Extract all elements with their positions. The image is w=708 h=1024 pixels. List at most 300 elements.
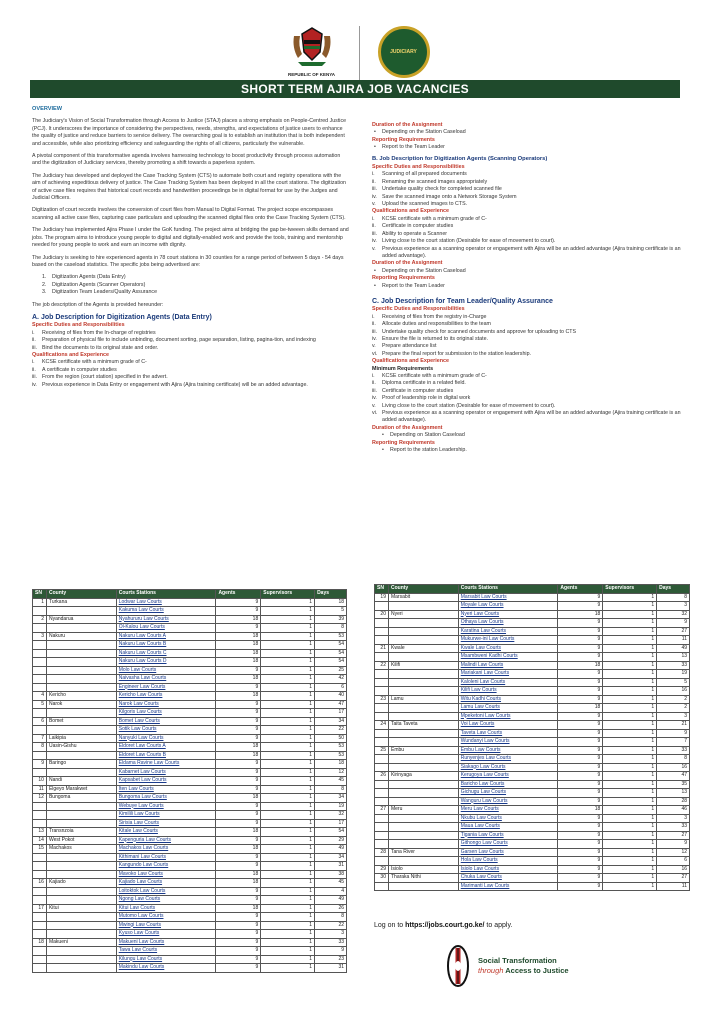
agents-cell: 9 <box>558 602 603 611</box>
county-cell: Bomet <box>46 717 116 726</box>
agents-cell: 9 <box>558 755 603 764</box>
table-row <box>33 887 347 896</box>
sn-cell: 14 <box>33 836 47 845</box>
agents-cell: 18 <box>216 649 261 658</box>
table-header-row <box>375 585 690 594</box>
section-b-heading: B. Job Description for Digitization Agents (Scanning Operators) <box>372 155 548 162</box>
agents-cell: 9 <box>216 853 261 862</box>
c-duties-list <box>372 314 690 358</box>
days-cell: 54 <box>315 658 347 667</box>
table-row <box>375 797 690 806</box>
table-row <box>33 921 347 930</box>
supervisors-cell: 1 <box>603 882 657 891</box>
agents-cell: 18 <box>216 692 261 701</box>
court-station-cell: Lodwar Law Courts <box>116 598 216 607</box>
agents-cell: 9 <box>216 624 261 633</box>
sn-cell <box>33 819 47 828</box>
court-station-cell: Bomet Law Courts <box>116 717 216 726</box>
county-cell <box>46 819 116 828</box>
supervisors-cell: 1 <box>261 666 315 675</box>
overview-paragraph-2: A pivotal component of this transformative agenda involves harnessing technology to boost productivity through process automation and the digitization of Judiciary services, thereby promoting a shift towards a paperless system. <box>32 153 341 167</box>
sn-cell <box>375 882 389 891</box>
supervisors-cell: 1 <box>603 848 657 857</box>
court-station-cell: Wanguru Law Courts <box>458 797 558 806</box>
agents-cell: 9 <box>558 712 603 721</box>
table-row <box>375 712 690 721</box>
days-cell: 6 <box>315 683 347 692</box>
sn-cell <box>33 921 47 930</box>
days-cell: 34 <box>315 853 347 862</box>
reporting-list <box>372 283 690 290</box>
county-cell <box>46 649 116 658</box>
court-station-cell: Eldoret Law Courts A <box>116 743 216 752</box>
supervisors-cell: 1 <box>603 687 657 696</box>
agents-cell: 9 <box>216 930 261 939</box>
table-row <box>33 751 347 760</box>
court-station-cell: Maua Law Courts <box>458 823 558 832</box>
days-cell: 35 <box>657 780 690 789</box>
agents-cell: 18 <box>216 879 261 888</box>
county-cell <box>388 814 458 823</box>
days-cell: 17 <box>315 709 347 718</box>
court-station-cell: Loitoktok Law Courts <box>116 887 216 896</box>
section-a-heading: A. Job Description for Digitization Agents (Data Entry) <box>32 313 212 321</box>
court-station-cell: Kyuso Law Courts <box>116 930 216 939</box>
court-station-cell: Naivasha Law Courts <box>116 675 216 684</box>
days-cell: 40 <box>315 692 347 701</box>
col-header: Courts Stations <box>458 585 558 594</box>
qualification-item: vi. Previous experience as a scanning operator or engagement with Ajira will be an added advantage (Ajira training certificate is an added advantage). <box>372 410 690 425</box>
sn-cell <box>33 607 47 616</box>
court-station-cell: Mukurwe-ini Law Courts <box>458 636 558 645</box>
court-station-cell: Kerugoya Law Courts <box>458 772 558 781</box>
supervisors-cell: 1 <box>261 921 315 930</box>
agents-cell: 18 <box>216 743 261 752</box>
col-header: Supervisors <box>261 590 315 599</box>
days-cell: 49 <box>315 845 347 854</box>
supervisors-cell: 1 <box>603 619 657 628</box>
agents-cell: 9 <box>558 619 603 628</box>
supervisors-cell: 1 <box>603 644 657 653</box>
days-cell: 5 <box>657 678 690 687</box>
agents-cell: 9 <box>558 823 603 832</box>
table-row <box>375 644 690 653</box>
days-cell: 45 <box>315 879 347 888</box>
supervisors-cell: 1 <box>261 845 315 854</box>
duty-item: iii. Undertake quality check for scanned documents and approve for uploading to CTS <box>372 329 690 336</box>
header-divider <box>359 26 360 82</box>
days-cell: 9 <box>315 947 347 956</box>
duty-item: iii. Undertake quality check for completed scanned file <box>372 186 690 193</box>
supervisors-cell: 1 <box>261 743 315 752</box>
duty-item: iv. Save the scanned image onto a Network Storage System <box>372 194 690 201</box>
court-station-cell: Voi Law Courts <box>458 721 558 730</box>
agents-cell: 9 <box>216 717 261 726</box>
county-cell: Baringo <box>46 760 116 769</box>
supervisors-cell: 1 <box>261 862 315 871</box>
table-row <box>33 734 347 743</box>
duty-item: i. Scanning of all prepared documents <box>372 171 690 178</box>
days-cell: 21 <box>657 721 690 730</box>
duration-list <box>380 432 690 439</box>
seal-text: JUDICIARY <box>390 49 417 55</box>
days-cell: 3 <box>657 602 690 611</box>
sn-cell <box>375 780 389 789</box>
court-station-cell: Siakago Law Courts <box>458 763 558 772</box>
sn-cell <box>33 666 47 675</box>
court-station-cell: Bungoma Law Courts <box>116 794 216 803</box>
minimum-requirements-heading: Minimum Requirements <box>372 365 434 372</box>
table-row <box>33 947 347 956</box>
days-cell: 12 <box>657 848 690 857</box>
supervisors-cell: 1 <box>603 738 657 747</box>
county-cell: Transnzoia <box>46 828 116 837</box>
c-qualifications-list <box>372 373 690 425</box>
agents-cell: 9 <box>216 709 261 718</box>
table-row <box>375 857 690 866</box>
qualification-item: v. Previous experience as a scanning operator or engagement with Ajira will be an added advantage (Ajira training certificate is an added advantage). <box>372 246 690 261</box>
agents-cell: 9 <box>216 896 261 905</box>
sn-cell <box>33 709 47 718</box>
table-row <box>375 772 690 781</box>
logon-suffix: to apply. <box>484 922 513 929</box>
court-station-cell: Wundanyi Law Courts <box>458 738 558 747</box>
table-row <box>33 743 347 752</box>
table-row <box>33 726 347 735</box>
sn-cell: 4 <box>33 692 47 701</box>
duty-item: v. Upload the scanned images to CTS. <box>372 201 690 208</box>
agents-cell: 9 <box>216 607 261 616</box>
supervisors-cell: 1 <box>603 780 657 789</box>
sn-cell <box>375 670 389 679</box>
court-station-cell: Kilungu Law Courts <box>116 955 216 964</box>
days-cell: 42 <box>315 675 347 684</box>
supervisors-cell: 1 <box>261 904 315 913</box>
col-header: SN <box>33 590 47 599</box>
duty-item: iii. Bind the documents to its original state and order. <box>32 345 350 352</box>
court-station-cell: Taveta Law Courts <box>458 729 558 738</box>
court-station-cell: Isiolo Law Courts <box>458 865 558 874</box>
table-row <box>375 670 690 679</box>
table-row <box>375 619 690 628</box>
title-banner: SHORT TERM AJIRA JOB VACANCIES <box>30 80 680 98</box>
table-row <box>33 938 347 947</box>
supervisors-cell: 1 <box>603 593 657 602</box>
county-cell <box>46 802 116 811</box>
agents-cell: 9 <box>216 913 261 922</box>
overview-paragraph-6: The Judiciary is seeking to hire experienced agents in 78 court stations in 30 counties for a range period of between 5 days - 54 days based on the caseload statistics. The specific jobs being advertised are: <box>32 254 344 268</box>
table-row <box>375 627 690 636</box>
reporting-heading: Reporting Requirements <box>372 275 435 282</box>
crest-caption: REPUBLIC OF KENYA <box>287 72 336 77</box>
county-cell: Laikipia <box>46 734 116 743</box>
court-station-cell: Embu Law Courts <box>458 746 558 755</box>
supervisors-cell: 1 <box>603 789 657 798</box>
county-cell <box>388 602 458 611</box>
sn-cell: 8 <box>33 743 47 752</box>
col-header: County <box>46 590 116 599</box>
county-cell <box>46 683 116 692</box>
county-cell: Nakuru <box>46 632 116 641</box>
court-station-cell: Witu Kadhi Courts <box>458 695 558 704</box>
duty-item: v. Prepare attendance list <box>372 343 690 350</box>
county-cell: Bungoma <box>46 794 116 803</box>
county-cell <box>388 789 458 798</box>
sn-cell <box>33 947 47 956</box>
agents-cell: 18 <box>216 751 261 760</box>
county-cell <box>46 896 116 905</box>
days-cell: 27 <box>657 831 690 840</box>
days-cell: 17 <box>315 819 347 828</box>
agents-cell: 9 <box>558 840 603 849</box>
agents-cell: 9 <box>558 772 603 781</box>
duties-heading: Specific Duties and Responsibilities <box>372 306 465 313</box>
court-station-cell: Nakuru Law Courts B <box>116 641 216 650</box>
table-row <box>375 593 690 602</box>
supervisors-cell: 1 <box>603 661 657 670</box>
qualification-item: i. KCSE certificate with a minimum grade of C- <box>32 359 350 366</box>
county-cell <box>388 670 458 679</box>
days-cell: 5 <box>315 607 347 616</box>
agents-cell: 9 <box>216 802 261 811</box>
court-station-cell: Baricho Law Courts <box>458 780 558 789</box>
duties-heading: Specific Duties and Responsibilities <box>32 322 125 329</box>
court-station-cell: Meru Law Courts <box>458 806 558 815</box>
county-cell <box>46 955 116 964</box>
supervisors-cell: 1 <box>603 763 657 772</box>
sn-cell: 27 <box>375 806 389 815</box>
agents-cell: 9 <box>216 683 261 692</box>
duty-item: ii. Allocate duties and responsibilities to the team <box>372 321 690 328</box>
county-cell <box>46 658 116 667</box>
court-station-cell: Mariakani Law Courts <box>458 670 558 679</box>
reporting-list <box>372 144 690 151</box>
qualification-item: i. KCSE certificate with a minimum grade of C- <box>372 216 690 223</box>
duty-item: ii. Preparation of physical file to include unbinding, document sorting, page separation, listing, pagina-tion, and indexing <box>32 337 350 344</box>
court-station-cell: Kapsabet Law Courts <box>116 777 216 786</box>
duration-list <box>372 129 690 136</box>
supervisors-cell: 1 <box>261 938 315 947</box>
sn-cell <box>375 857 389 866</box>
county-cell: Kilifi <box>388 661 458 670</box>
sn-cell: 15 <box>33 845 47 854</box>
court-station-cell: Eldoret Law Courts B <box>116 751 216 760</box>
court-station-cell: Gichugu Law Courts <box>458 789 558 798</box>
sn-cell <box>375 636 389 645</box>
supervisors-cell: 1 <box>261 760 315 769</box>
supervisors-cell: 1 <box>603 602 657 611</box>
sn-cell <box>375 729 389 738</box>
logon-prefix: Log on to <box>374 922 406 929</box>
supervisors-cell: 1 <box>261 649 315 658</box>
sn-cell <box>33 853 47 862</box>
sn-cell <box>375 627 389 636</box>
days-cell: 8 <box>315 913 347 922</box>
county-cell <box>46 666 116 675</box>
table-row <box>375 848 690 857</box>
court-station-cell: Kakuma Law Courts <box>116 607 216 616</box>
days-cell: 49 <box>657 644 690 653</box>
sn-cell <box>33 751 47 760</box>
sn-cell: 9 <box>33 760 47 769</box>
table-row <box>375 704 690 713</box>
days-cell: 16 <box>657 865 690 874</box>
duration-heading: Duration of the Assignment <box>372 260 443 267</box>
days-cell: 53 <box>315 751 347 760</box>
table-row <box>33 700 347 709</box>
court-station-cell: Kericho Law Courts <box>116 692 216 701</box>
table-row <box>33 624 347 633</box>
sn-cell: 26 <box>375 772 389 781</box>
agents-cell: 9 <box>216 964 261 973</box>
sn-cell <box>33 862 47 871</box>
sn-cell <box>375 738 389 747</box>
table-row <box>375 882 690 891</box>
agents-cell: 18 <box>216 904 261 913</box>
county-cell <box>388 619 458 628</box>
sn-cell: 2 <box>33 615 47 624</box>
days-cell: 46 <box>657 806 690 815</box>
sn-cell: 20 <box>375 610 389 619</box>
sn-cell <box>375 712 389 721</box>
days-cell: 54 <box>315 649 347 658</box>
county-cell <box>46 709 116 718</box>
table-row <box>33 658 347 667</box>
days-cell: 9 <box>657 729 690 738</box>
supervisors-cell: 1 <box>261 913 315 922</box>
days-cell: 27 <box>657 627 690 636</box>
court-station-cell: Nkubu Law Courts <box>458 814 558 823</box>
court-station-cell: Tawa Law Courts <box>116 947 216 956</box>
days-cell: 27 <box>657 874 690 883</box>
table-row <box>33 896 347 905</box>
staj-text <box>478 956 569 976</box>
sn-cell: 23 <box>375 695 389 704</box>
court-station-cell: Msambweni Kadhi Courts <box>458 653 558 662</box>
days-cell: 8 <box>657 755 690 764</box>
county-cell <box>46 675 116 684</box>
table-row <box>33 930 347 939</box>
court-station-cell: Marsabit Law Courts <box>458 593 558 602</box>
court-station-cell: Kwale Law Courts <box>458 644 558 653</box>
sn-cell: 13 <box>33 828 47 837</box>
days-cell: 16 <box>657 763 690 772</box>
sn-cell <box>375 653 389 662</box>
agents-cell: 9 <box>216 921 261 930</box>
duration-heading: Duration of the Assignment <box>372 424 443 431</box>
days-cell: 13 <box>657 789 690 798</box>
days-cell: 7 <box>657 738 690 747</box>
table-row <box>33 862 347 871</box>
sn-cell <box>33 913 47 922</box>
county-cell: Makueni <box>46 938 116 947</box>
county-cell: Nyeri <box>388 610 458 619</box>
days-cell: 12 <box>315 768 347 777</box>
supervisors-cell: 1 <box>261 658 315 667</box>
court-station-cell: Kapenguria Law Courts <box>116 836 216 845</box>
vacancy-advert-page <box>20 18 692 1010</box>
days-cell: 22 <box>315 921 347 930</box>
sn-cell: 11 <box>33 785 47 794</box>
agents-cell: 9 <box>216 887 261 896</box>
days-cell: 2 <box>657 704 690 713</box>
col-header: Agents <box>216 590 261 599</box>
supervisors-cell: 1 <box>603 823 657 832</box>
court-station-cell: Mavoko Law Courts <box>116 870 216 879</box>
agents-cell: 9 <box>558 695 603 704</box>
court-station-cell: Makindu Law Courts <box>116 964 216 973</box>
col-header: SN <box>375 585 389 594</box>
jobs-portal-link[interactable]: https://jobs.court.go.ke/ <box>405 922 485 929</box>
court-station-cell: Nanyuki Law Courts <box>116 734 216 743</box>
supervisors-cell: 1 <box>603 610 657 619</box>
sn-cell <box>375 602 389 611</box>
reporting-item: • Report to the Team Leader <box>372 144 690 151</box>
supervisors-cell: 1 <box>261 768 315 777</box>
b-qualifications-list <box>372 216 690 260</box>
table-row <box>375 789 690 798</box>
sn-cell <box>33 658 47 667</box>
county-cell: Embu <box>388 746 458 755</box>
right-column <box>372 122 690 454</box>
supervisors-cell: 1 <box>261 955 315 964</box>
qualification-item: iv. Proof of leadership role in digital work <box>372 395 690 402</box>
reporting-item: • Report to the station Leadership. <box>380 447 690 454</box>
table-row <box>33 955 347 964</box>
county-cell <box>388 653 458 662</box>
county-cell: Machakos <box>46 845 116 854</box>
court-station-cell: Nakuru Law Courts D <box>116 658 216 667</box>
agents-cell: 9 <box>558 721 603 730</box>
supervisors-cell: 1 <box>261 964 315 973</box>
sn-cell: 21 <box>375 644 389 653</box>
agents-cell: 9 <box>558 687 603 696</box>
court-stations-table-1 <box>32 589 347 973</box>
county-cell <box>46 811 116 820</box>
table-row <box>33 819 347 828</box>
qualification-item: i. KCSE certificate with a minimum grade of C- <box>372 373 690 380</box>
agents-cell: 9 <box>558 857 603 866</box>
sn-cell: 25 <box>375 746 389 755</box>
county-cell: Marsabit <box>388 593 458 602</box>
court-station-cell: Webuye Law Courts <box>116 802 216 811</box>
table-row <box>33 598 347 607</box>
table-row <box>33 828 347 837</box>
court-station-cell: Kangundo Law Courts <box>116 862 216 871</box>
table-row <box>33 913 347 922</box>
court-station-cell: Kimilili Law Courts <box>116 811 216 820</box>
reporting-item: • Report to the Team Leader <box>372 283 690 290</box>
qualification-item: ii. Certificate in computer studies <box>372 223 690 230</box>
qualification-item: ii. Diploma certificate in a related field. <box>372 380 690 387</box>
table-row <box>33 836 347 845</box>
sn-cell <box>375 840 389 849</box>
table-row <box>33 870 347 879</box>
county-cell <box>46 853 116 862</box>
days-cell: 9 <box>657 619 690 628</box>
sn-cell: 3 <box>33 632 47 641</box>
agents-cell: 9 <box>558 670 603 679</box>
agents-cell: 18 <box>216 870 261 879</box>
agents-cell: 18 <box>558 806 603 815</box>
court-station-cell: Nyahururu Law Courts <box>116 615 216 624</box>
shield-icon <box>444 944 472 988</box>
table-row <box>375 738 690 747</box>
court-station-cell: Ol-Kalou Law Courts <box>116 624 216 633</box>
duration-item: • Depending on the Station Caseload <box>372 129 690 136</box>
supervisors-cell: 1 <box>261 870 315 879</box>
table-row <box>375 653 690 662</box>
